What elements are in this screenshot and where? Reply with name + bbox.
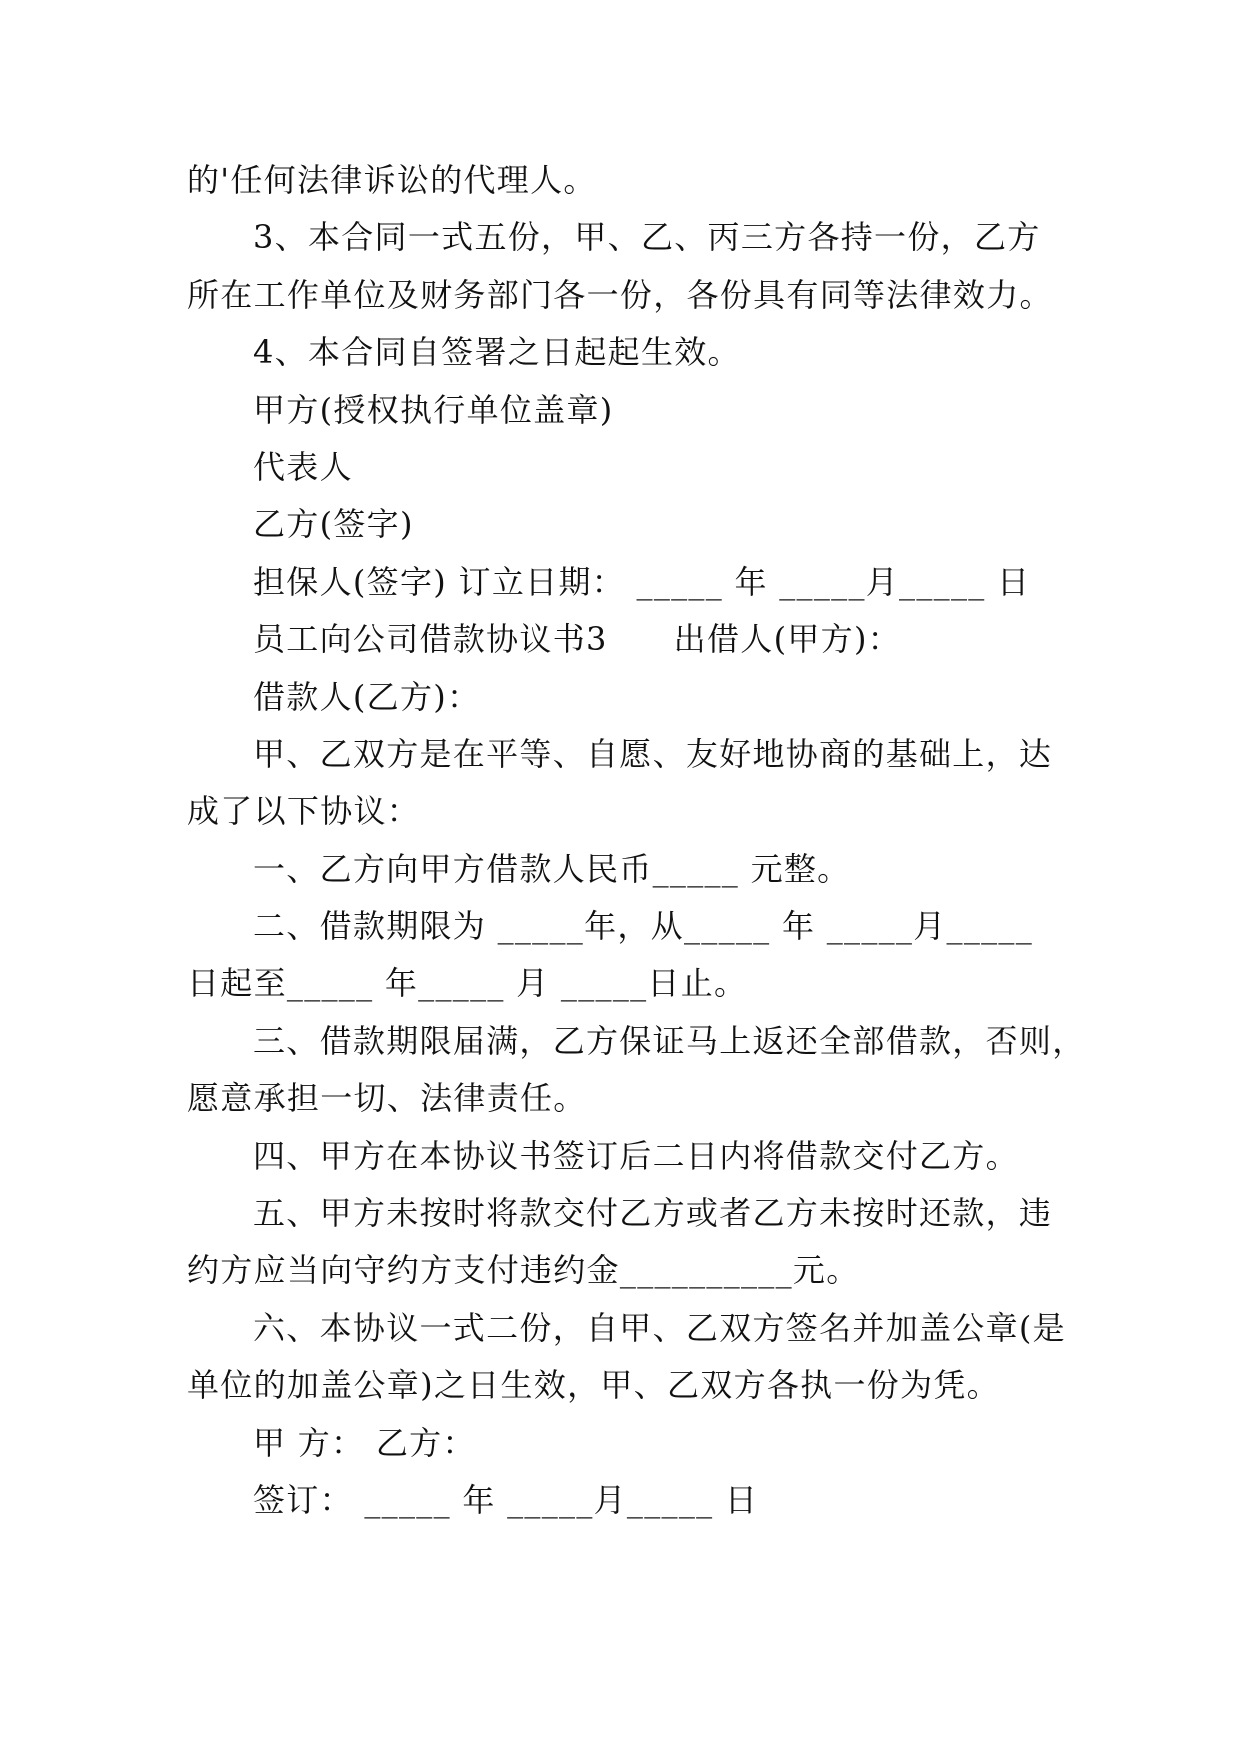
loan-clause-2-line-1: 二、借款期限为 _____年，从_____ 年 _____月_____ [253, 907, 1034, 946]
party-b-signature-line: 乙方(签字) [253, 505, 414, 544]
loan-clause-1: 一、乙方向甲方借款人民币_____ 元整。 [253, 849, 851, 888]
signatories-line: 甲 方： 乙方： [253, 1423, 476, 1462]
party-a-seal-line: 甲方(授权执行单位盖章) [253, 390, 614, 429]
loan-clause-3-line-1: 三、借款期限届满，乙方保证马上返还全部借款，否则， [253, 1021, 1086, 1060]
loan-clause-5-line-2: 约方应当向守约方支付违约金__________元。 [187, 1251, 860, 1290]
loan-agreement-title: 员工向公司借款协议书3 [253, 620, 608, 659]
representative-line: 代表人 [253, 447, 353, 486]
loan-clause-4: 四、甲方在本协议书签订后二日内将借款交付乙方。 [253, 1136, 1019, 1175]
loan-clause-6-line-1: 六、本协议一式二份，自甲、乙双方签名并加盖公章(是 [253, 1308, 1066, 1347]
guarantor-and-date-line: 担保人(签字) 订立日期： _____ 年 _____月_____ 日 [253, 562, 1031, 601]
signing-date-line: 签订： _____ 年 _____月_____ 日 [253, 1480, 759, 1519]
contract-clause-4: 4、本合同自签署之日起起生效。 [253, 333, 741, 372]
loan-clause-2-line-2: 日起至_____ 年_____ 月 _____日止。 [187, 964, 748, 1003]
borrower-label: 借款人(乙方)： [253, 677, 481, 716]
document-body [187, 152, 1086, 1529]
preamble-line-1: 甲、乙双方是在平等、自愿、友好地协商的基础上，达 [253, 734, 1053, 773]
preamble-line-2: 成了以下协议： [187, 792, 421, 831]
contract-continuation-line: 的'任何法律诉讼的代理人。 [187, 161, 597, 199]
loan-clause-5-line-1: 五、甲方未按时将款交付乙方或者乙方未按时还款，违 [253, 1194, 1053, 1233]
contract-clause-3-line-2: 所在工作单位及财务部门各一份，各份具有同等法律效力。 [187, 275, 1053, 314]
loan-clause-3-line-2: 愿意承担一切、法律责任。 [187, 1079, 587, 1118]
lender-label: 出借人(甲方)： [673, 620, 902, 659]
loan-agreement-heading-line [187, 611, 1057, 668]
loan-clause-6-line-2: 单位的加盖公章)之日生效，甲、乙双方各执一份为凭。 [187, 1366, 1000, 1405]
contract-clause-3-line-1: 3、本合同一式五份，甲、乙、丙三方各持一份，乙方 [253, 218, 1041, 257]
